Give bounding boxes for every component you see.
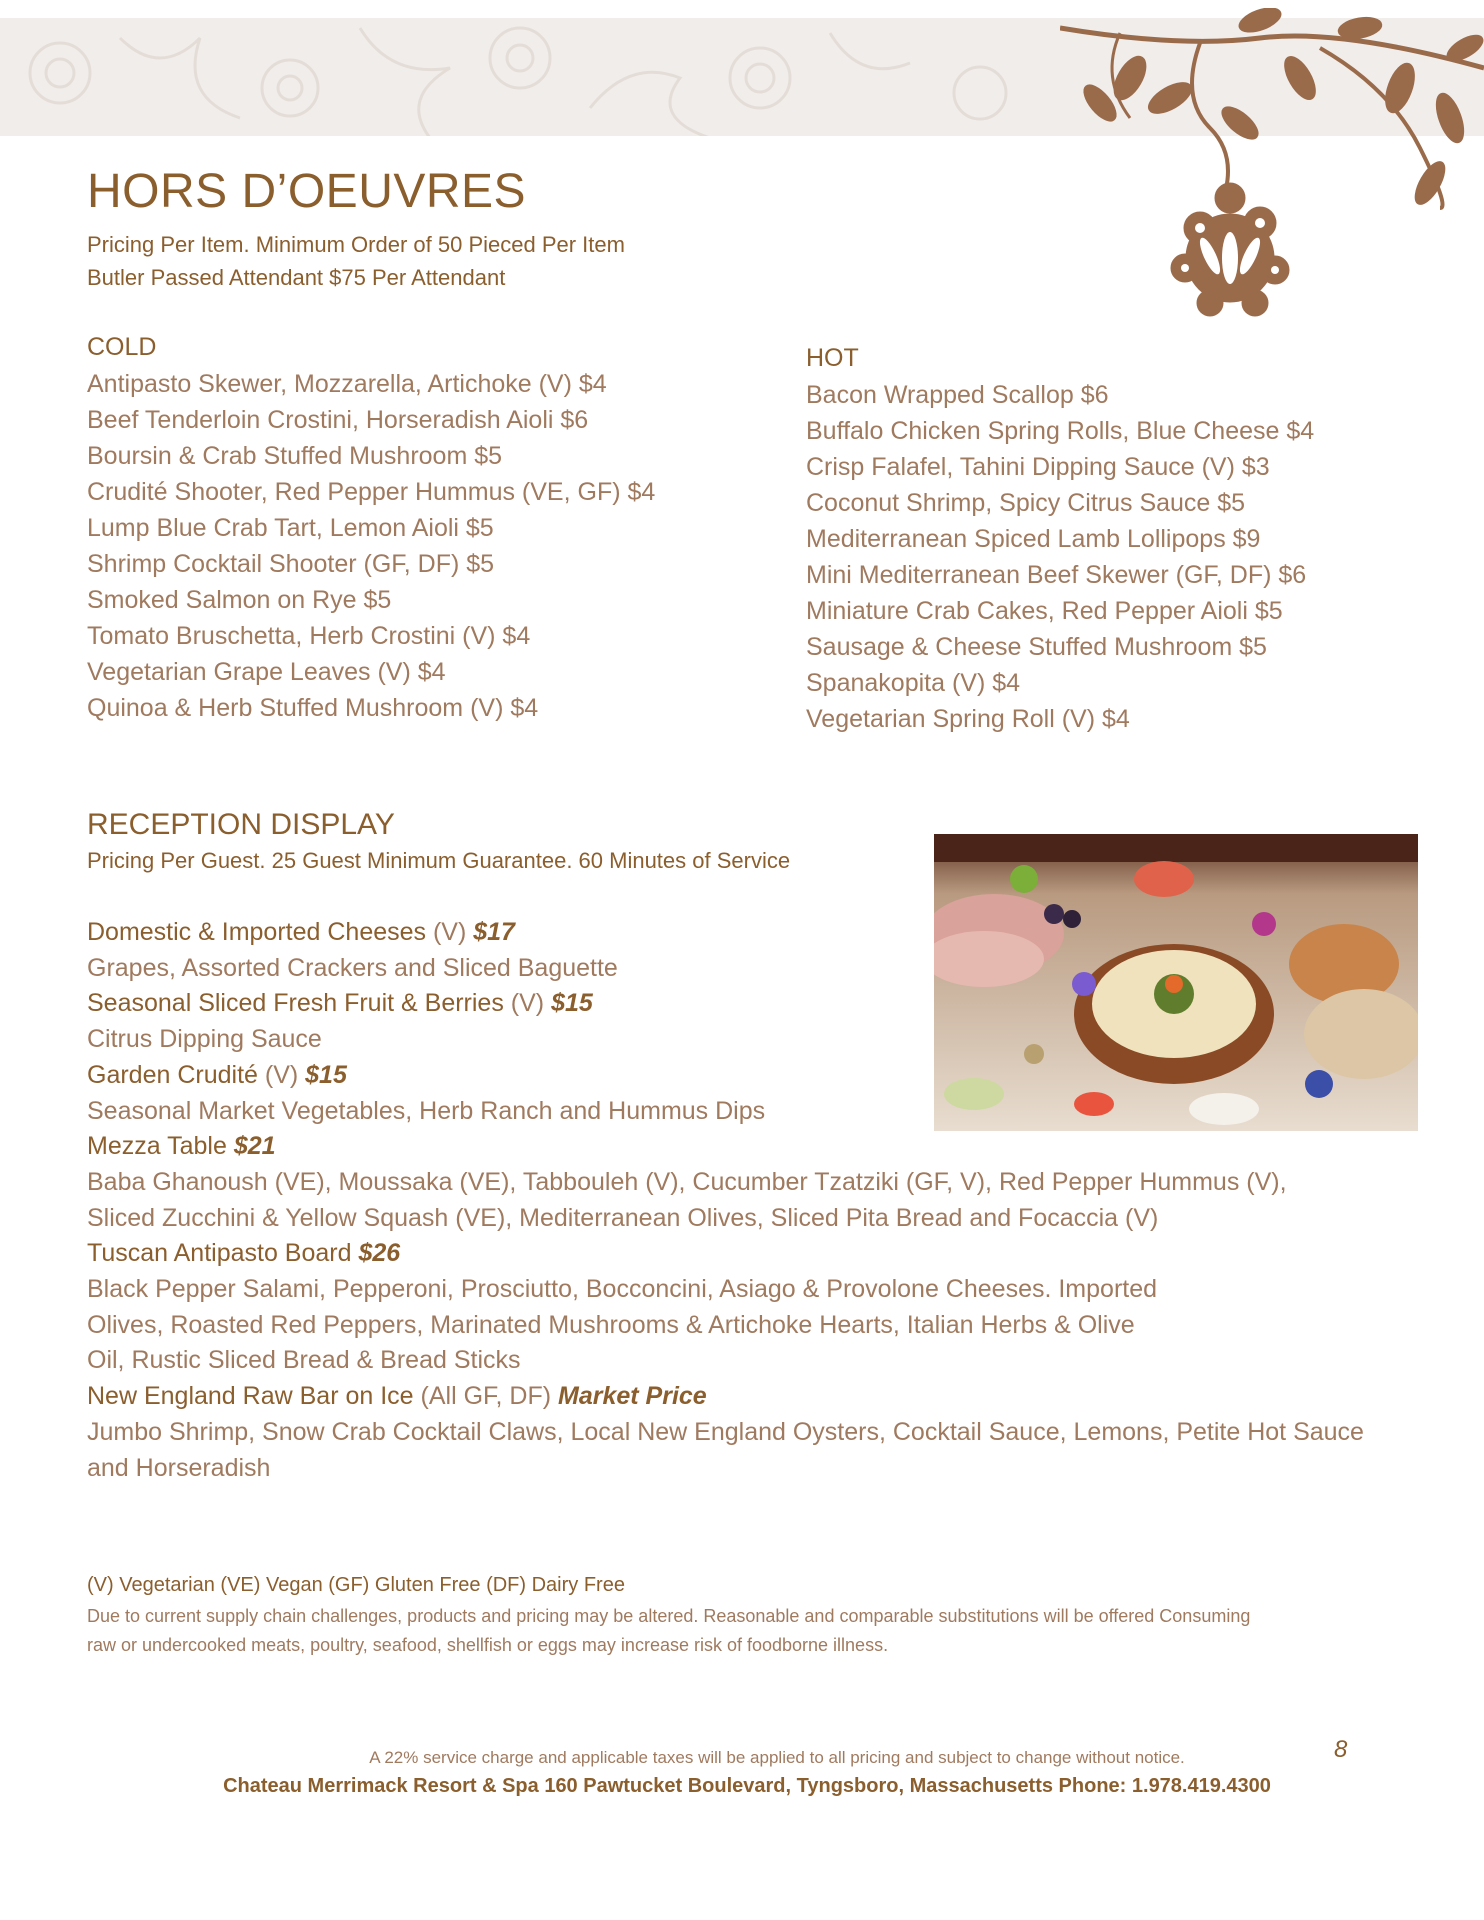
cold-list [87, 366, 655, 726]
item-name: Garden Crudité [87, 1060, 258, 1089]
vine-flower-icon [1060, 8, 1484, 338]
item-description: Seasonal Market Vegetables, Herb Ranch and Hummus Dips [87, 1096, 766, 1125]
disclaimer [87, 1602, 1417, 1660]
item-price: $26 [358, 1239, 401, 1268]
list-item: Crudité Shooter, Red Pepper Hummus (VE, GF) $4 [87, 478, 656, 506]
list-item: Sausage & Cheese Stuffed Mushroom $5 [806, 633, 1267, 661]
list-item: Crisp Falafel, Tahini Dipping Sauce (V) $3 [806, 453, 1270, 481]
item-name: Tuscan Antipasto Board [87, 1239, 352, 1268]
resort-address: Chateau Merrimack Resort & Spa 160 Pawtucket Boulevard, Tyngsboro, Massachusetts Phone: 1.978.419.4300 [223, 1775, 1271, 1797]
item-price: $15 [305, 1060, 347, 1089]
cold-heading: COLD [87, 333, 157, 361]
menu-item [87, 986, 1417, 1022]
item-name: Mezza Table [87, 1132, 227, 1161]
reception-list [87, 915, 1417, 1486]
list-item: Coconut Shrimp, Spicy Citrus Sauce $5 [806, 489, 1246, 517]
list-item: Vegetarian Spring Roll (V) $4 [806, 705, 1130, 733]
list-item: Quinoa & Herb Stuffed Mushroom (V) $4 [87, 694, 539, 722]
list-item: Vegetarian Grape Leaves (V) $4 [87, 658, 446, 686]
hot-list [806, 377, 1314, 737]
menu-item [87, 1058, 1417, 1094]
list-item: Spanakopita (V) $4 [806, 669, 1021, 697]
item-price: $21 [233, 1132, 276, 1161]
list-item: Shrimp Cocktail Shooter (GF, DF) $5 [87, 550, 495, 578]
list-item: Tomato Bruschetta, Herb Crostini (V) $4 [87, 622, 531, 650]
item-note: (V) [503, 989, 552, 1018]
list-item: Bacon Wrapped Scallop $6 [806, 381, 1109, 409]
item-name: New England Raw Bar on Ice [87, 1382, 414, 1411]
list-item: Antipasto Skewer, Mozzarella, Artichoke (V) $4 [87, 370, 607, 398]
item-description: Black Pepper Salami, Pepperoni, Prosciutto, Bocconcini, Asiago & Provolone Cheeses. Imported [87, 1275, 1158, 1304]
list-item: Lump Blue Crab Tart, Lemon Aioli $5 [87, 514, 494, 542]
item-description: Grapes, Assorted Crackers and Sliced Baguette [87, 953, 618, 982]
item-price: $17 [473, 918, 515, 946]
item-description: Olives, Roasted Red Peppers, Marinated Mushrooms & Artichoke Hearts, Italian Herbs & Olive [87, 1310, 1135, 1339]
item-price: Market Price [558, 1382, 707, 1411]
menu-item [87, 915, 1417, 951]
menu-item [87, 1379, 1417, 1415]
page-number: 8 [1334, 1736, 1348, 1763]
item-note: (V) [257, 1060, 306, 1089]
reception-title: RECEPTION DISPLAY [87, 808, 395, 841]
item-note: (V) [426, 918, 474, 946]
disclaimer-line: Due to current supply chain challenges, products and pricing may be altered. Reasonable and comparable substitutions will be offered Consuming [87, 1606, 1251, 1626]
item-note [227, 1132, 234, 1160]
menu-item [87, 1236, 1417, 1272]
item-description: Citrus Dipping Sauce [87, 1025, 322, 1054]
reception-subtitle: Pricing Per Guest. 25 Guest Minimum Guarantee. 60 Minutes of Service [87, 848, 791, 873]
page-title: HORS D’OEUVRES [87, 165, 527, 218]
dietary-legend: (V) Vegetarian (VE) Vegan (GF) Gluten Free (DF) Dairy Free [87, 1574, 625, 1596]
item-description: and Horseradish [87, 1453, 271, 1482]
pricing-note: Pricing Per Item. Minimum Order of 50 Pieced Per Item [87, 232, 625, 257]
list-item: Mini Mediterranean Beef Skewer (GF, DF) $6 [806, 561, 1307, 589]
menu-item [87, 1129, 1417, 1165]
list-item: Smoked Salmon on Rye $5 [87, 586, 392, 614]
list-item: Mediterranean Spiced Lamb Lollipops $9 [806, 525, 1261, 553]
item-description: Baba Ghanoush (VE), Moussaka (VE), Tabbouleh (V), Cucumber Tzatziki (GF, V), Red Pepper Hummus (V), [87, 1167, 1287, 1196]
list-item: Boursin & Crab Stuffed Mushroom $5 [87, 442, 503, 470]
item-name: Domestic & Imported Cheeses [87, 918, 427, 946]
list-item: Beef Tenderloin Crostini, Horseradish Aioli $6 [87, 406, 589, 434]
item-note: (All GF, DF) [413, 1382, 558, 1411]
item-price: $15 [551, 989, 593, 1018]
item-description: Jumbo Shrimp, Snow Crab Cocktail Claws, Local New England Oysters, Cocktail Sauce, Lemons, Petite Hot Sauce [87, 1417, 1364, 1446]
attendant-note: Butler Passed Attendant $75 Per Attendant [87, 265, 506, 290]
item-description: Sliced Zucchini & Yellow Squash (VE), Mediterranean Olives, Sliced Pita Bread and Focaccia (V) [87, 1203, 1159, 1232]
list-item: Buffalo Chicken Spring Rolls, Blue Cheese $4 [806, 417, 1315, 445]
item-name: Seasonal Sliced Fresh Fruit & Berries [87, 989, 504, 1018]
disclaimer-line: raw or undercooked meats, poultry, seafood, shellfish or eggs may increase risk of foodborne illness. [87, 1635, 889, 1655]
service-charge-note [0, 1748, 1484, 1768]
service-charge-text: A 22% service charge and applicable taxes will be applied to all pricing and subject to change without notice. [369, 1748, 1185, 1767]
hot-heading: HOT [806, 344, 859, 372]
item-description: Oil, Rustic Sliced Bread & Bread Sticks [87, 1346, 521, 1375]
list-item: Miniature Crab Cakes, Red Pepper Aioli $5 [806, 597, 1283, 625]
